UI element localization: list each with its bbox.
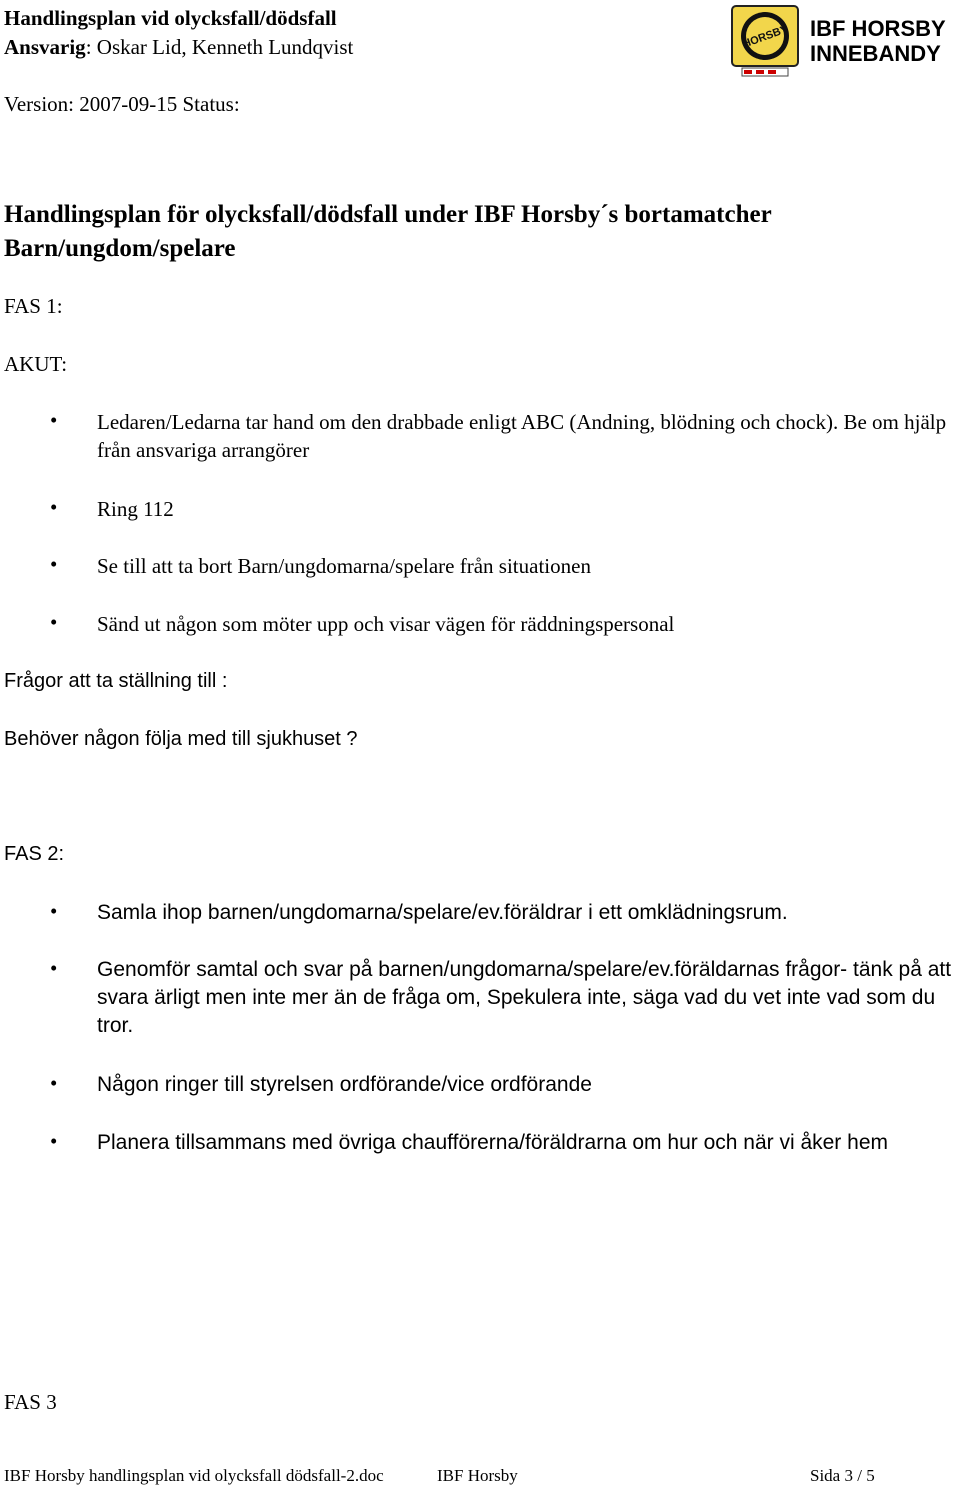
fas2-item-1: Samla ihop barnen/ungdomarna/spelare/ev.föräldrar i ett omklädningsrum. [97,901,788,924]
bullet-dot: • [50,1129,58,1153]
logo-text-line2: INNEBANDY [810,41,941,66]
bullet-dot: • [50,956,58,980]
fas2-item-2: Genomför samtal och svar på barnen/ungdomarna/spelare/ev.föräldarnas frågor- tänk på att svara ärligt men inte mer än de fråga om, Spekulera inte, säga vad du vet inte vad som du tror. [97,958,952,1037]
bullet-dot: • [50,552,58,576]
fas2-item-4: Planera tillsammans med övriga chaufförerna/föräldrarna om hur och när vi åker hem [97,1131,888,1154]
footer-org: IBF Horsby [437,1466,518,1485]
logo-text [810,16,946,66]
question-text: Behöver någon följa med till sjukhuset ? [4,728,358,750]
fas2-item-3: Någon ringer till styrelsen ordförande/vice ordförande [97,1073,592,1096]
fas1-item-4: Sänd ut någon som möter upp och visar vägen för räddningspersonal [97,612,675,636]
fas1-item-2: Ring 112 [97,497,174,521]
logo-text-line1: IBF HORSBY [810,16,946,41]
main-title-line1: Handlingsplan för olycksfall/dödsfall under IBF Horsby´s bortamatcher [4,201,772,228]
document-version: Version: 2007-09-15 Status: [4,92,240,116]
footer-page-number: Sida 3 / 5 [810,1466,875,1485]
horsby-badge-icon [730,4,800,78]
main-title [4,198,954,266]
footer-filename: IBF Horsby handlingsplan vid olycksfall dödsfall-2.doc [4,1466,384,1485]
questions-label: Frågor att ta ställning till : [4,670,228,692]
bullet-dot: • [50,899,58,923]
bullet-dot: • [50,1071,58,1095]
document-header-title: Handlingsplan vid olycksfall/dödsfall [4,6,337,30]
fas1-item-1: Ledaren/Ledarna tar hand om den drabbade enligt ABC (Andning, blödning och chock). Be om hjälp från ansvariga arrangörer [97,410,947,462]
bullet-dot: • [50,408,58,432]
responsible-value: : Oskar Lid, Kenneth Lundqvist [85,35,354,59]
main-title-line2: Barn/ungdom/spelare [4,235,236,262]
fas3-heading: FAS 3 [4,1390,57,1414]
fas1-heading: FAS 1: [4,294,63,318]
fas1-item-3: Se till att ta bort Barn/ungdomarna/spelare från situationen [97,554,591,578]
fas1-akut-label: AKUT: [4,352,68,376]
bullet-dot: • [50,610,58,634]
club-logo [730,4,960,80]
responsible-label: Ansvarig [4,35,86,59]
document-responsible [4,35,353,60]
svg-text:HORSBY: HORSBY [741,23,790,51]
fas2-heading: FAS 2: [4,843,65,865]
bullet-dot: • [50,495,58,519]
